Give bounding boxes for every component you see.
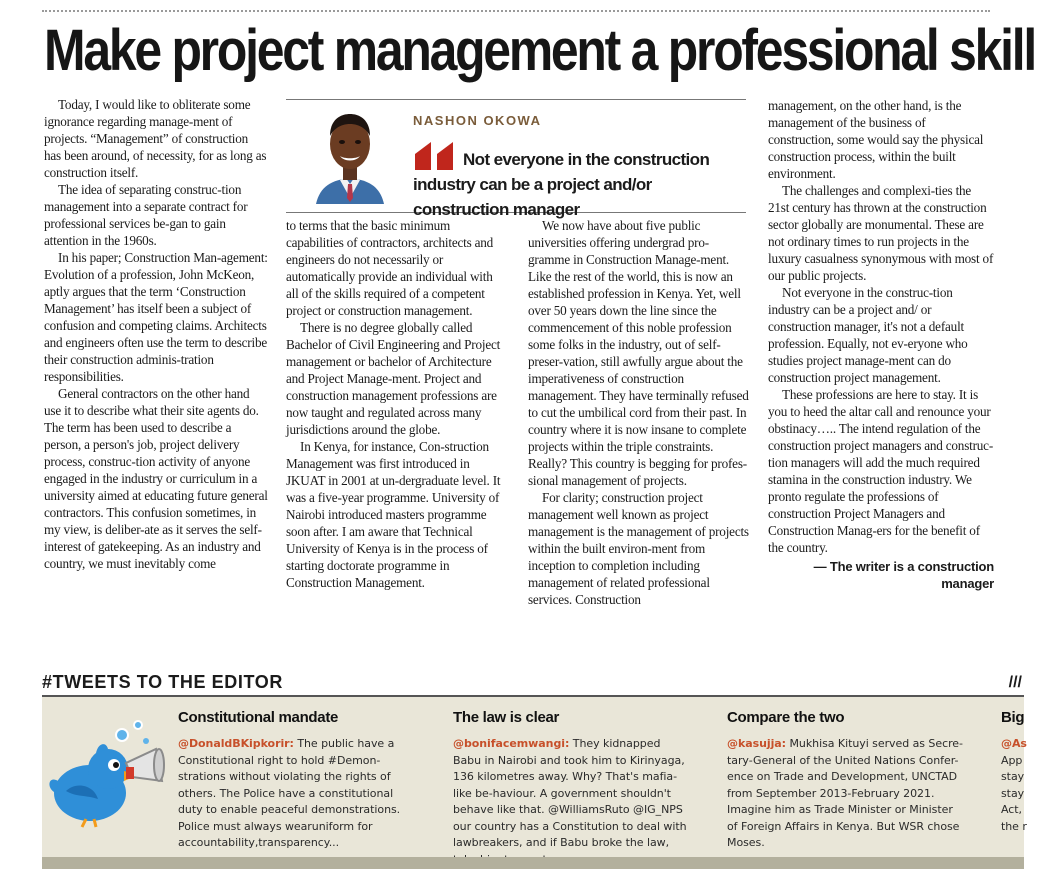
tweet-text: Mukhisa Kituyi served as Secre-tary-General of the United Nations Confer-ence on Trade and Development, UNCTAD from September 2013-February 2021. Imagine him as Trade Minister or Minister of Foreign Affairs in Kenya. But WSR chose Moses. bbox=[727, 737, 963, 849]
tweet-body bbox=[1001, 736, 1041, 835]
article-column-1 bbox=[44, 96, 268, 572]
article-column-4 bbox=[768, 97, 994, 592]
tweet-body bbox=[453, 736, 689, 868]
paragraph: Not everyone in the construc-tion industry can be a project and/ or construction manager, it's not a default profession. Equally, not ev-eryone who studies project manage-ment can do construction project management. bbox=[768, 285, 968, 385]
tweet-text: They kidnapped Babu in Nairobi and took him to Kirinyaga, 136 kilometres away. Why? That's mafia-like be-haviour. A government shouldn't behave like that. @WilliamsRuto @IG_NPS our country has a Constitution to deal with lawbreakers, and if Babu broke the law, bbox=[453, 737, 687, 849]
tweet-handle[interactable]: @DonaldBKipkorir: bbox=[178, 737, 294, 750]
paragraph: The challenges and complexi-ties the 21st century has thrown at the construction sector globally are monumental. These are not ordinary times to run projects in the luxury casualness synonymous with most of our public projects. bbox=[768, 183, 994, 283]
tweet-body bbox=[727, 736, 963, 852]
paragraph: In Kenya, for instance, Con-struction Management was first introduced in JKUAT in 2001 at un-dergraduate level. It was a five-year programme. University of Nairobi introduced masters programme soon after. I am aware that Technical University of Kenya is in the process of starting doctorate programme in Construction Management. bbox=[286, 439, 501, 590]
tweet-title: The law is clear bbox=[453, 709, 560, 726]
tweet-line: the r bbox=[1001, 819, 1027, 833]
paragraph: The idea of separating construc-tion management into a separate contract for professional services be-gan to gain attention in the 1960s. bbox=[44, 182, 248, 248]
paragraph: Today, I would like to obliterate some ignorance regarding manage-ment of projects. “Management” of construction has been around, of necessity, for as long as construction itself. bbox=[44, 97, 267, 180]
tweet-line: App bbox=[1001, 753, 1023, 767]
tweet-title: Constitutional mandate bbox=[178, 709, 339, 726]
signoff-line: — The writer is a construction bbox=[813, 559, 994, 574]
paragraph: In his paper; Construction Man-agement: Evolution of a profession, John McKeon, aptly argues that the term ‘Construction Management’ has itself been a subject of confusion and competing claims. Architects and engineers often use the term to describe their construction adminis-tration responsibilities. bbox=[44, 250, 268, 384]
paragraph: management, on the other hand, is the management of the business of construction, some would say the physical construction process, within the built environment. bbox=[768, 98, 984, 181]
tweet-card bbox=[178, 709, 414, 852]
tweets-panel bbox=[42, 695, 1027, 859]
paragraph: There is no degree globally called Bachelor of Civil Engineering and Project management or bachelor of Architecture and Project Manage-ment. Project and construction management professions are now taught and regulated across many jurisdictions around the globe. bbox=[286, 320, 501, 437]
tweet-title: Big bbox=[1001, 709, 1025, 726]
twitter-bird-megaphone-icon bbox=[46, 719, 172, 829]
signoff-line: manager bbox=[941, 576, 994, 591]
tweet-line: Act, bbox=[1001, 803, 1022, 816]
tweet-card bbox=[453, 709, 689, 868]
headline: Make project management a professional skill bbox=[44, 18, 1036, 83]
paragraph: to terms that the basic minimum capabilities of contractors, architects and engineers do not necessarily or automatically provide an individual with all of the skills required of a competent project or construction management. bbox=[286, 218, 494, 318]
paragraph: We now have about five public universities offering undergrad pro-gramme in Construction Manage-ment. Like the rest of the world, this is now an established profession in Kenya. Yet, well over 50 years down the line since the commencement of this noble profession some folks in the industry, out of self-preser-vation, still awfully argue about the imperativeness of construction management. They have terminally refused to cut the umbilical cord from their past. In country where it is now insane to complete projects within the triple constraints. Really? This country is begging for profes-sional management of projects. bbox=[528, 218, 749, 488]
tweets-section-title: #TWEETS TO THE EDITOR bbox=[42, 672, 283, 692]
article-column-3 bbox=[528, 217, 750, 608]
tweet-handle[interactable]: @kasujja: bbox=[727, 737, 787, 750]
tweet-handle[interactable]: @bonifacemwangi: bbox=[453, 737, 570, 750]
article-column-2 bbox=[286, 217, 508, 591]
author-name: NASHON OKOWA bbox=[413, 113, 542, 128]
tweet-handle[interactable]: @As bbox=[1001, 737, 1027, 750]
top-rule bbox=[42, 10, 990, 12]
tweet-line: stay bbox=[1001, 770, 1025, 783]
author-photo bbox=[314, 106, 386, 204]
paragraph: These professions are here to stay. It is you to heed the altar call and renounce your obstinacy….. The intend regulation of the construction project managers and construc-tion managers will add the much required stamina in the construction industry. We pronto regulate the professions of construction Project Managers and Construction Manag-ers for the benefit of the country. bbox=[768, 387, 994, 555]
tweet-card-cropped bbox=[1001, 709, 1041, 835]
tweet-body bbox=[178, 736, 414, 852]
author-pull-quote-box bbox=[286, 99, 746, 219]
tweets-footer-bar bbox=[42, 857, 1024, 869]
tweet-line: stay bbox=[1001, 786, 1025, 800]
tweet-title: Compare the two bbox=[727, 709, 845, 726]
paragraph: For clarity; construction project management well known as project management is the management of projects within the built environ-ment from inception to completion including management of related professional services. Construction bbox=[528, 490, 749, 607]
paragraph: General contractors on the other hand use it to describe what their site agents do. The term has been used to describe a person, a person's job, project delivery process, construc-tion activity of anyone engaged in the industry or curriculum in a university aimed at educating future general contractors. This confusion sometimes, in my view, is deliber-ate as it serves the self-interest of gatekeeping. As an industry and country, we must inevitably come bbox=[44, 386, 268, 571]
tweet-card bbox=[727, 709, 963, 852]
writer-signoff bbox=[768, 558, 994, 592]
decorative-slashes: /// bbox=[1008, 674, 1022, 691]
tweet-text: The public have a Constitutional right to hold #Demon-strations without violating the rights of others. The Police have a constitutional duty to enable peaceful demonstrations. Police must always wearuniform for accountability,transparency... bbox=[178, 737, 401, 849]
pull-quote: Not everyone in the construction industry can be a project and/or construction manager bbox=[413, 150, 710, 219]
